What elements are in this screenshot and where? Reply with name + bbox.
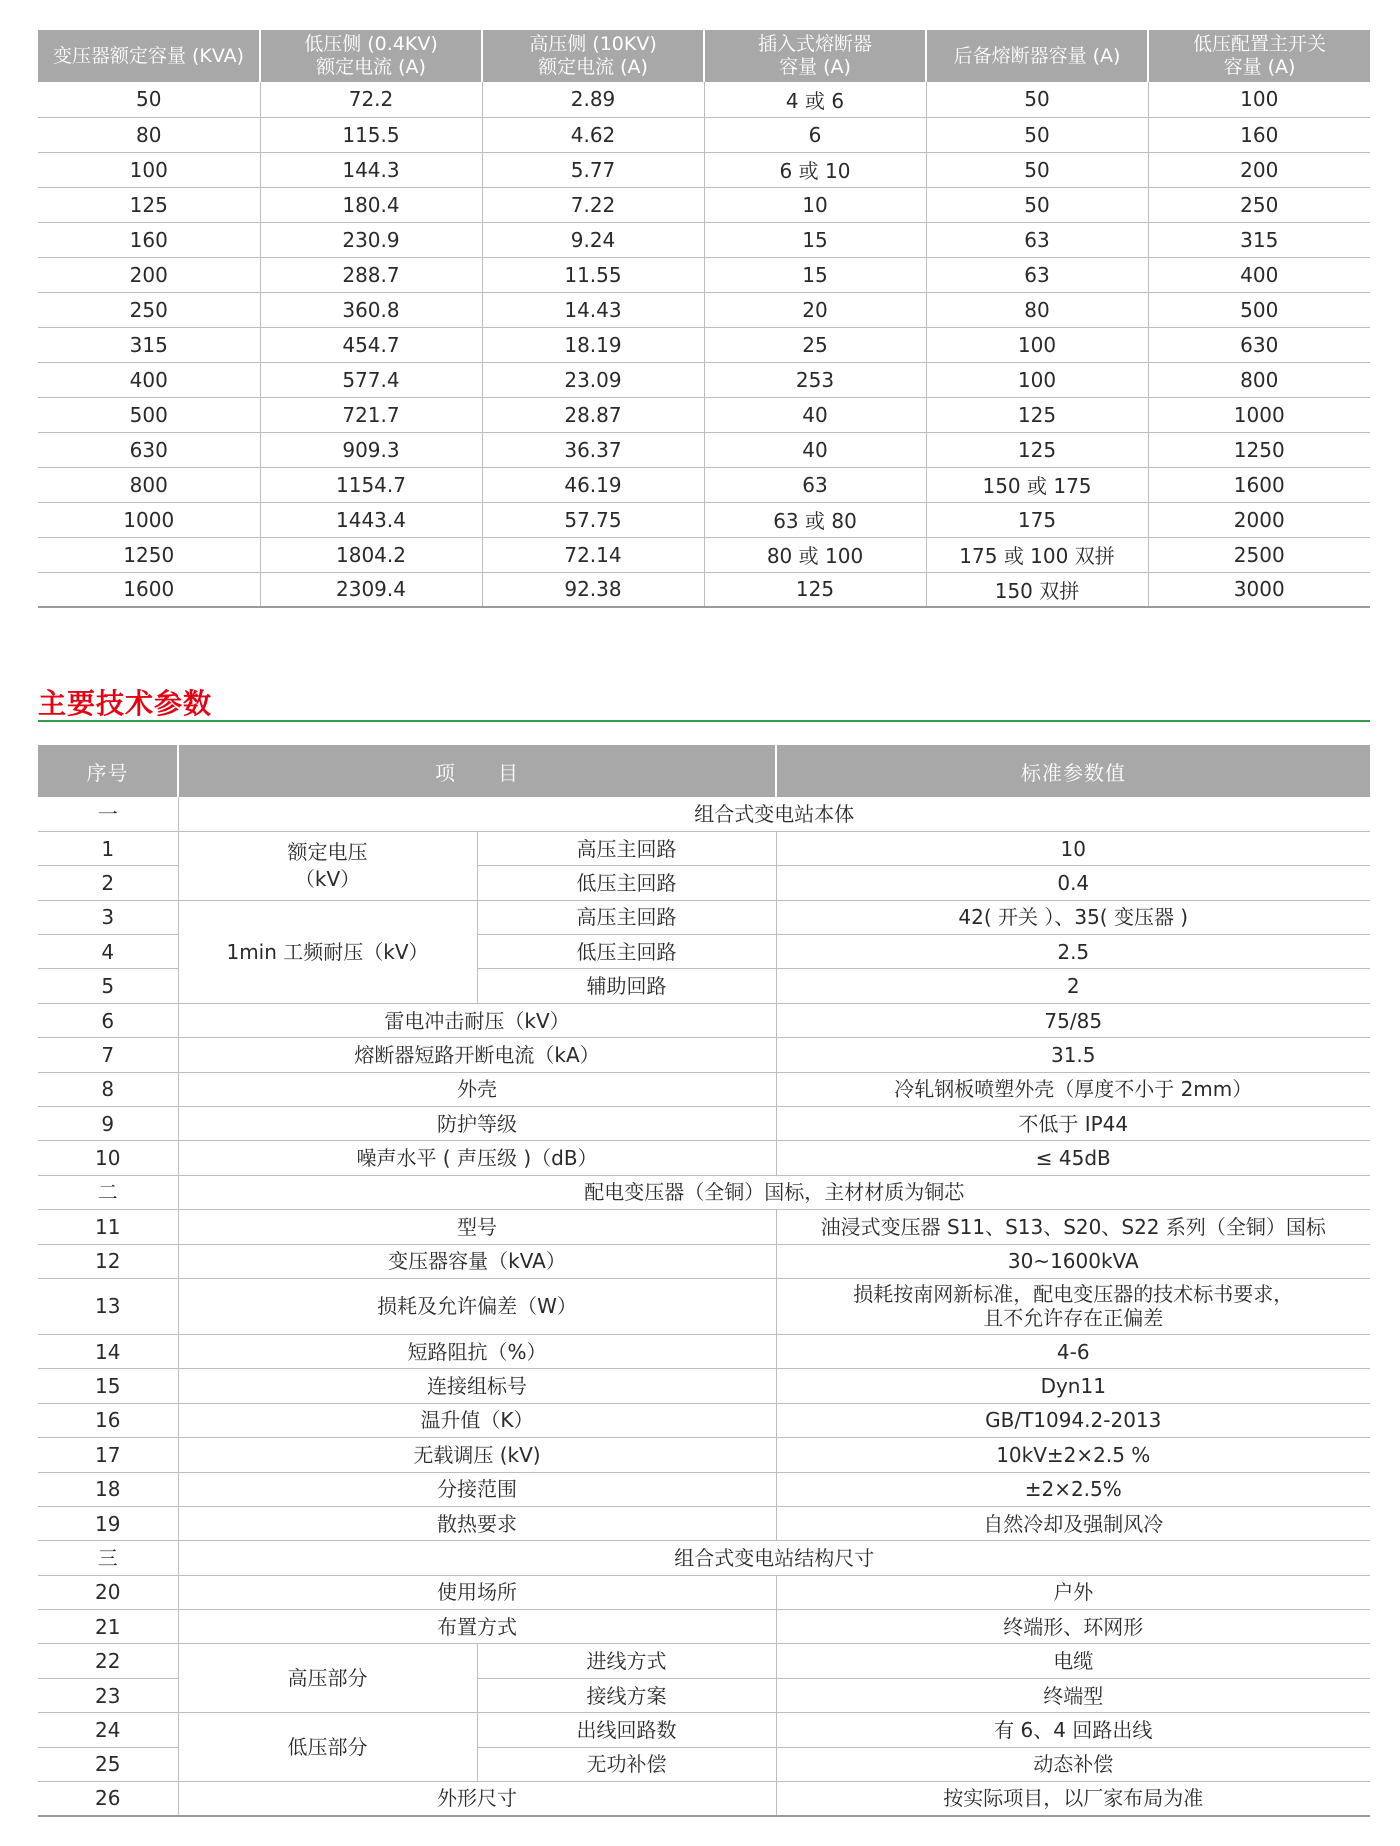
group-title: 配电变压器（全铜）国标，主材材质为铜芯 — [178, 1175, 1370, 1209]
table-cell: 23.09 — [482, 362, 704, 397]
row-item-group: 1min 工频耐压（kV） — [178, 900, 477, 1003]
table-cell: 3000 — [1148, 572, 1370, 607]
row-item: 温升值（K） — [178, 1403, 776, 1437]
table-cell: 125 — [704, 572, 926, 607]
table-cell: 315 — [38, 327, 260, 362]
table-cell: 400 — [38, 362, 260, 397]
table-row — [38, 831, 1370, 865]
column-header: 后备熔断器容量 (A) — [926, 30, 1148, 82]
row-value: Dyn11 — [776, 1369, 1370, 1403]
table-cell: 15 — [704, 222, 926, 257]
table-cell: 577.4 — [260, 362, 482, 397]
table-row — [38, 1506, 1370, 1540]
row-item: 短路阻抗（%） — [178, 1334, 776, 1368]
table-row — [38, 362, 1370, 397]
row-no: 1 — [38, 831, 178, 865]
row-value: 不低于 IP44 — [776, 1107, 1370, 1141]
row-item: 分接范围 — [178, 1472, 776, 1506]
row-value: 4-6 — [776, 1334, 1370, 1368]
table-cell: 250 — [38, 292, 260, 327]
table-cell: 9.24 — [482, 222, 704, 257]
row-subitem: 接线方案 — [477, 1678, 776, 1712]
table-row — [38, 1438, 1370, 1472]
column-header: 变压器额定容量 (KVA) — [38, 30, 260, 82]
table-row — [38, 1244, 1370, 1278]
row-value: 户外 — [776, 1575, 1370, 1609]
row-no: 23 — [38, 1678, 178, 1712]
row-item: 防护等级 — [178, 1107, 776, 1141]
table-cell: 1600 — [38, 572, 260, 607]
table-cell: 1600 — [1148, 467, 1370, 502]
row-no: 24 — [38, 1713, 178, 1747]
table-cell: 125 — [926, 432, 1148, 467]
table-row — [38, 467, 1370, 502]
row-item: 型号 — [178, 1210, 776, 1244]
table-row — [38, 187, 1370, 222]
table-cell: 1000 — [1148, 397, 1370, 432]
row-value: 42( 开关 ）、35( 变压器 ) — [776, 900, 1370, 934]
table-row — [38, 257, 1370, 292]
row-value: 自然冷却及强制风冷 — [776, 1506, 1370, 1540]
table-row — [38, 327, 1370, 362]
row-item: 连接组标号 — [178, 1369, 776, 1403]
row-item: 布置方式 — [178, 1610, 776, 1644]
group-row — [38, 797, 1370, 831]
table-cell: 250 — [1148, 187, 1370, 222]
table-cell: 50 — [926, 187, 1148, 222]
row-no: 3 — [38, 900, 178, 934]
row-no: 25 — [38, 1747, 178, 1781]
row-no: 16 — [38, 1403, 178, 1437]
row-value: 电缆 — [776, 1644, 1370, 1678]
table-row — [38, 1003, 1370, 1037]
table-cell: 14.43 — [482, 292, 704, 327]
row-no: 15 — [38, 1369, 178, 1403]
table-cell: 25 — [704, 327, 926, 362]
section-title: 主要技术参数 — [38, 687, 213, 720]
table-cell: 36.37 — [482, 432, 704, 467]
table-cell: 4.62 — [482, 117, 704, 152]
row-no: 5 — [38, 969, 178, 1003]
table-cell: 115.5 — [260, 117, 482, 152]
table-cell: 500 — [38, 397, 260, 432]
table-cell: 15 — [704, 257, 926, 292]
table-cell: 160 — [38, 222, 260, 257]
row-no: 26 — [38, 1782, 178, 1816]
table-cell: 630 — [1148, 327, 1370, 362]
table-cell: 160 — [1148, 117, 1370, 152]
row-no: 17 — [38, 1438, 178, 1472]
row-value: 终端型 — [776, 1678, 1370, 1712]
table-cell: 144.3 — [260, 152, 482, 187]
row-item: 熔断器短路开断电流（kA） — [178, 1038, 776, 1072]
table-row — [38, 1782, 1370, 1816]
table-cell: 630 — [38, 432, 260, 467]
group-no: 一 — [38, 797, 178, 831]
row-no: 9 — [38, 1107, 178, 1141]
table-cell: 1250 — [38, 537, 260, 572]
table-row — [38, 117, 1370, 152]
table-cell: 1443.4 — [260, 502, 482, 537]
table-cell: 50 — [38, 82, 260, 117]
table-cell: 80 — [926, 292, 1148, 327]
table-cell: 100 — [1148, 82, 1370, 117]
section-divider — [38, 720, 1370, 722]
table-cell: 2309.4 — [260, 572, 482, 607]
group-row — [38, 1175, 1370, 1209]
row-no: 19 — [38, 1506, 178, 1540]
table-cell: 454.7 — [260, 327, 482, 362]
capacity-table — [38, 30, 1370, 608]
row-subitem: 出线回路数 — [477, 1713, 776, 1747]
table-row — [38, 1107, 1370, 1141]
table-cell: 150 或 175 — [926, 467, 1148, 502]
table-cell: 175 或 100 双拼 — [926, 537, 1148, 572]
table-cell: 1154.7 — [260, 467, 482, 502]
row-value: 冷轧钢板喷塑外壳（厚度不小于 2mm） — [776, 1072, 1370, 1106]
row-value: 75/85 — [776, 1003, 1370, 1037]
table-cell: 253 — [704, 362, 926, 397]
table-row — [38, 1403, 1370, 1437]
row-value: 油浸式变压器 S11、S13、S20、S22 系列（全铜）国标 — [776, 1210, 1370, 1244]
table-cell: 150 双拼 — [926, 572, 1148, 607]
row-value: 动态补偿 — [776, 1747, 1370, 1781]
table-cell: 2.89 — [482, 82, 704, 117]
table-cell: 57.75 — [482, 502, 704, 537]
column-header-no: 序号 — [38, 745, 178, 797]
table-cell: 18.19 — [482, 327, 704, 362]
row-item: 损耗及允许偏差（W） — [178, 1278, 776, 1334]
table-row — [38, 1141, 1370, 1175]
row-value: 30~1600kVA — [776, 1244, 1370, 1278]
row-item: 外形尺寸 — [178, 1782, 776, 1816]
column-header: 插入式熔断器 容量 (A) — [704, 30, 926, 82]
row-item-group: 额定电压 （kV） — [178, 831, 477, 900]
table-row — [38, 1210, 1370, 1244]
table-cell: 100 — [926, 327, 1148, 362]
table-cell: 40 — [704, 397, 926, 432]
table-cell: 72.2 — [260, 82, 482, 117]
row-item: 雷电冲击耐压（kV） — [178, 1003, 776, 1037]
row-no: 6 — [38, 1003, 178, 1037]
table-cell: 1250 — [1148, 432, 1370, 467]
row-no: 18 — [38, 1472, 178, 1506]
table-cell: 6 或 10 — [704, 152, 926, 187]
row-item: 使用场所 — [178, 1575, 776, 1609]
row-value: 31.5 — [776, 1038, 1370, 1072]
table-row — [38, 82, 1370, 117]
row-no: 8 — [38, 1072, 178, 1106]
table-row — [38, 222, 1370, 257]
table-cell: 288.7 — [260, 257, 482, 292]
row-no: 4 — [38, 935, 178, 969]
table-cell: 909.3 — [260, 432, 482, 467]
table-cell: 721.7 — [260, 397, 482, 432]
table-cell: 20 — [704, 292, 926, 327]
capacity-table-header-row — [38, 30, 1370, 82]
row-subitem: 低压主回路 — [477, 866, 776, 900]
row-value: 10 — [776, 831, 1370, 865]
group-row — [38, 1541, 1370, 1575]
table-cell: 10 — [704, 187, 926, 222]
table-row — [38, 1369, 1370, 1403]
table-cell: 315 — [1148, 222, 1370, 257]
table-row — [38, 1575, 1370, 1609]
row-item: 外壳 — [178, 1072, 776, 1106]
row-value: ±2×2.5% — [776, 1472, 1370, 1506]
row-no: 21 — [38, 1610, 178, 1644]
table-cell: 500 — [1148, 292, 1370, 327]
tech-params-table — [38, 745, 1370, 1817]
table-cell: 125 — [38, 187, 260, 222]
table-cell: 2000 — [1148, 502, 1370, 537]
row-item: 无载调压 (kV) — [178, 1438, 776, 1472]
column-header: 低压配置主开关 容量 (A) — [1148, 30, 1370, 82]
table-cell: 400 — [1148, 257, 1370, 292]
table-row — [38, 1644, 1370, 1678]
column-header: 低压侧 (0.4KV) 额定电流 (A) — [260, 30, 482, 82]
table-cell: 230.9 — [260, 222, 482, 257]
row-item: 噪声水平 ( 声压级 )（dB） — [178, 1141, 776, 1175]
row-value: 2 — [776, 969, 1370, 1003]
row-subitem: 进线方式 — [477, 1644, 776, 1678]
row-no: 2 — [38, 866, 178, 900]
table-row — [38, 1334, 1370, 1368]
column-header: 高压侧 (10KV) 额定电流 (A) — [482, 30, 704, 82]
table-cell: 80 — [38, 117, 260, 152]
row-value: 损耗按南网新标准，配电变压器的技术标书要求， 且不允许存在正偏差 — [776, 1278, 1370, 1334]
table-cell: 92.38 — [482, 572, 704, 607]
table-cell: 200 — [1148, 152, 1370, 187]
row-item-group: 低压部分 — [178, 1713, 477, 1782]
row-no: 7 — [38, 1038, 178, 1072]
table-row — [38, 537, 1370, 572]
table-cell: 2500 — [1148, 537, 1370, 572]
table-cell: 72.14 — [482, 537, 704, 572]
table-cell: 100 — [38, 152, 260, 187]
table-row — [38, 1610, 1370, 1644]
table-row — [38, 1038, 1370, 1072]
table-row — [38, 432, 1370, 467]
row-value: GB/T1094.2-2013 — [776, 1403, 1370, 1437]
table-cell: 28.87 — [482, 397, 704, 432]
row-no: 11 — [38, 1210, 178, 1244]
row-value: ≤ 45dB — [776, 1141, 1370, 1175]
table-cell: 50 — [926, 152, 1148, 187]
table-row — [38, 1072, 1370, 1106]
table-row — [38, 502, 1370, 537]
table-row — [38, 1278, 1370, 1334]
table-cell: 360.8 — [260, 292, 482, 327]
row-no: 22 — [38, 1644, 178, 1678]
table-cell: 6 — [704, 117, 926, 152]
row-value: 0.4 — [776, 866, 1370, 900]
row-item: 变压器容量（kVA） — [178, 1244, 776, 1278]
row-no: 10 — [38, 1141, 178, 1175]
row-no: 14 — [38, 1334, 178, 1368]
table-cell: 1000 — [38, 502, 260, 537]
table-row — [38, 152, 1370, 187]
table-cell: 63 — [926, 222, 1148, 257]
table-row — [38, 1472, 1370, 1506]
group-title: 组合式变电站结构尺寸 — [178, 1541, 1370, 1575]
tech-table-header-row — [38, 745, 1370, 797]
table-cell: 4 或 6 — [704, 82, 926, 117]
row-value: 终端形、环网形 — [776, 1610, 1370, 1644]
table-row — [38, 1713, 1370, 1747]
row-subitem: 高压主回路 — [477, 900, 776, 934]
column-header-item: 项 目 — [178, 745, 776, 797]
group-title: 组合式变电站本体 — [178, 797, 1370, 831]
table-cell: 40 — [704, 432, 926, 467]
row-no: 20 — [38, 1575, 178, 1609]
row-value: 有 6、4 回路出线 — [776, 1713, 1370, 1747]
table-row — [38, 900, 1370, 934]
table-cell: 180.4 — [260, 187, 482, 222]
row-value: 2.5 — [776, 935, 1370, 969]
table-cell: 800 — [38, 467, 260, 502]
row-subitem: 高压主回路 — [477, 831, 776, 865]
table-cell: 63 或 80 — [704, 502, 926, 537]
table-cell: 50 — [926, 117, 1148, 152]
table-cell: 63 — [926, 257, 1148, 292]
table-cell: 63 — [704, 467, 926, 502]
row-item-group: 高压部分 — [178, 1644, 477, 1713]
row-no: 13 — [38, 1278, 178, 1334]
column-header-value: 标准参数值 — [776, 745, 1370, 797]
row-subitem: 辅助回路 — [477, 969, 776, 1003]
table-cell: 50 — [926, 82, 1148, 117]
table-cell: 1804.2 — [260, 537, 482, 572]
table-cell: 100 — [926, 362, 1148, 397]
table-cell: 11.55 — [482, 257, 704, 292]
row-subitem: 无功补偿 — [477, 1747, 776, 1781]
table-row — [38, 292, 1370, 327]
row-no: 12 — [38, 1244, 178, 1278]
group-no: 三 — [38, 1541, 178, 1575]
row-value: 按实际项目，以厂家布局为准 — [776, 1782, 1370, 1816]
table-cell: 200 — [38, 257, 260, 292]
table-cell: 7.22 — [482, 187, 704, 222]
row-value: 10kV±2×2.5 % — [776, 1438, 1370, 1472]
table-cell: 125 — [926, 397, 1148, 432]
table-cell: 80 或 100 — [704, 537, 926, 572]
table-cell: 800 — [1148, 362, 1370, 397]
row-item: 散热要求 — [178, 1506, 776, 1540]
table-cell: 175 — [926, 502, 1148, 537]
table-cell: 5.77 — [482, 152, 704, 187]
row-subitem: 低压主回路 — [477, 935, 776, 969]
group-no: 二 — [38, 1175, 178, 1209]
table-row — [38, 572, 1370, 607]
table-cell: 46.19 — [482, 467, 704, 502]
table-row — [38, 397, 1370, 432]
